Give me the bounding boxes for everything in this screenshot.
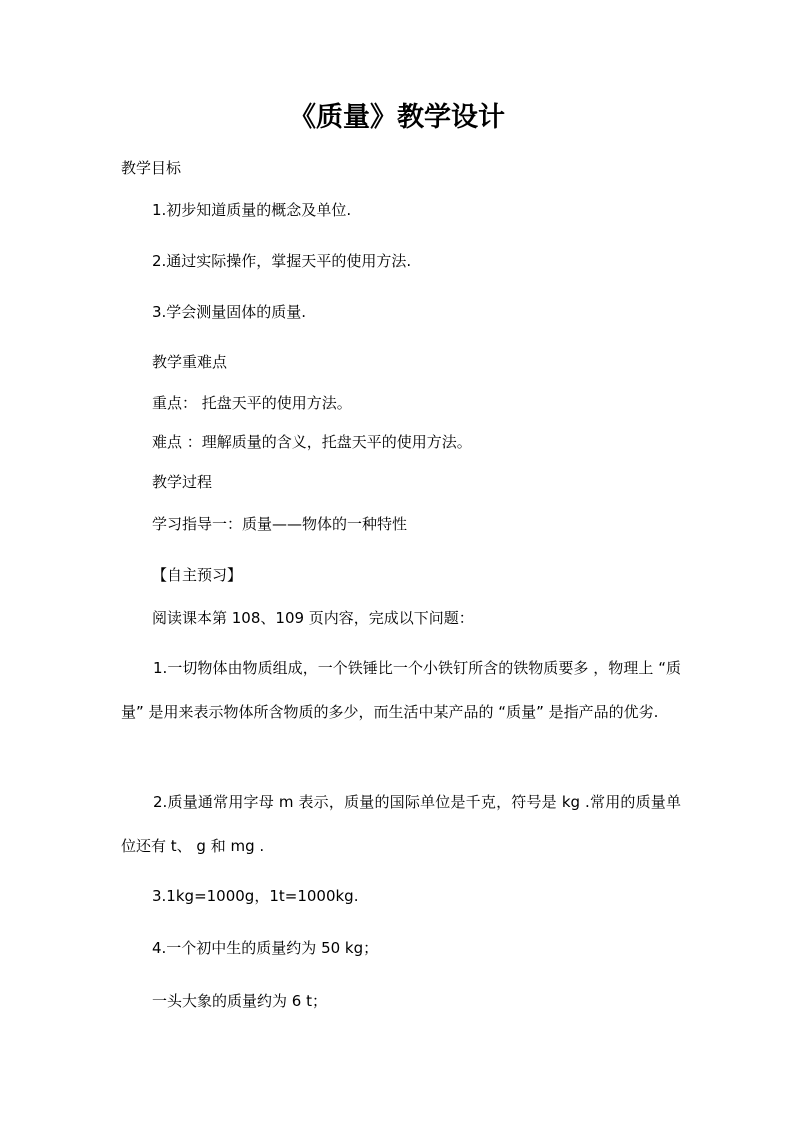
document-title: 《质量》教学设计 [289,102,505,133]
question-5: 一头大象的质量约为 6 t； [152,992,327,1010]
preview-heading: 【自主预习】 [152,566,243,584]
objective-item: 3.学会测量固体的质量. [152,303,307,321]
objectives-heading: 教学目标 [121,159,182,177]
question-4: 4.一个初中生的质量约为 50 kg； [152,939,379,957]
question-2: 2.质量通常用字母 m 表示，质量的国际单位是千克，符号是 kg .常用的质量单位还有 t、 g 和 mg . [121,793,681,855]
process-heading: 教学过程 [152,473,213,491]
reading-instruction: 阅读课本第 108、109 页内容，完成以下问题： [152,609,474,627]
guide-heading: 学习指导一：质量——物体的一种特性 [152,515,408,533]
question-1: 1.一切物体由物质组成，一个铁锤比一个小铁钉所含的铁物质要多 ，物理上 “质量” 是用来表示物体所含物质的多少，而生活中某产品的 “质量” 是指产品的优劣. [121,659,681,721]
keypoint-text: 重点： 托盘天平的使用方法。 [152,394,352,412]
question-3: 3.1kg=1000g，1t=1000kg. [152,887,359,905]
objective-item: 1.初步知道质量的概念及单位. [152,201,352,219]
difficulty-text: 难点 ：理解质量的含义，托盘天平的使用方法。 [152,433,472,451]
objective-item: 2.通过实际操作，掌握天平的使用方法. [152,252,412,270]
keypoints-heading: 教学重难点 [152,353,228,371]
